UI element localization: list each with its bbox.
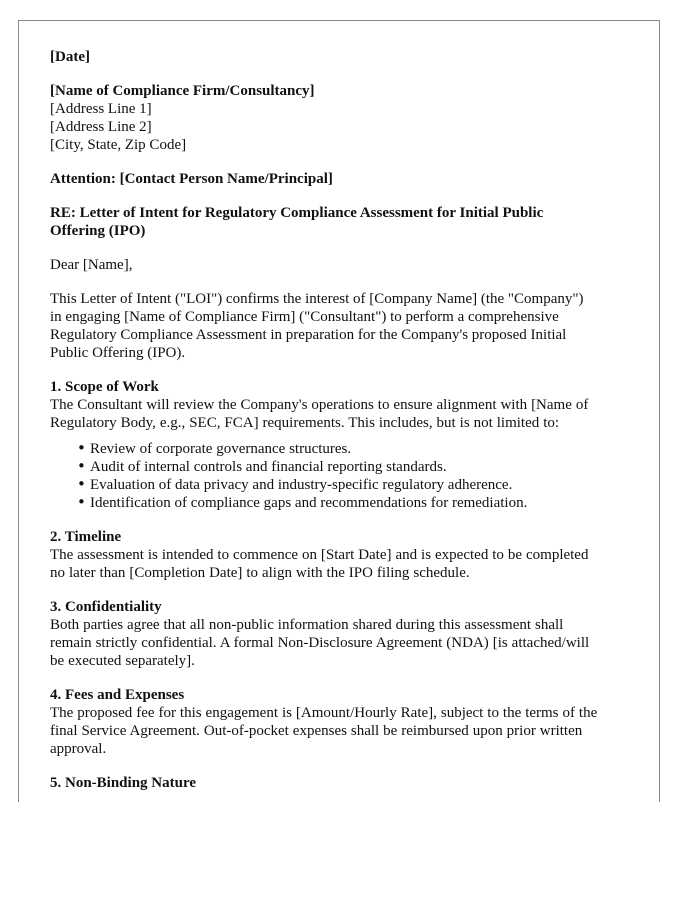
spacer (50, 240, 640, 256)
list-item: • Evaluation of data privacy and industry-specific regulatory adherence. (90, 476, 640, 494)
section-line: Both parties agree that all non-public information shared during this assessment shall (50, 617, 564, 633)
section-line: be executed separately]. (50, 653, 195, 669)
address-line-2: [Address Line 2] (50, 119, 152, 135)
list-item: • Review of corporate governance structures. (90, 440, 640, 458)
spacer (50, 154, 640, 170)
intro-line-4: Public Offering (IPO). (50, 345, 186, 361)
section-scope (50, 378, 640, 512)
letter-page (18, 20, 660, 802)
section-fees (50, 686, 640, 758)
scope-bullet-list (50, 440, 640, 512)
section-title: 4. Fees and Expenses (50, 687, 185, 703)
salutation: Dear [Name], (50, 257, 133, 273)
spacer (50, 582, 640, 598)
spacer (50, 670, 640, 686)
intro-line-2: in engaging [Name of Compliance Firm] ("Consultant") to perform a comprehensive (50, 309, 559, 325)
spacer (50, 274, 640, 290)
intro-line-1: This Letter of Intent ("LOI") confirms the interest of [Company Name] (the "Company") (50, 291, 584, 307)
re-line-1: RE: Letter of Intent for Regulatory Compliance Assessment for Initial Public (50, 205, 544, 221)
section-non-binding (50, 774, 640, 792)
section-line: The proposed fee for this engagement is [Amount/Hourly Rate], subject to the terms of the (50, 705, 598, 721)
recipient-name: [Name of Compliance Firm/Consultancy] (50, 83, 315, 99)
section-line: remain strictly confidential. A formal Non-Disclosure Agreement (NDA) [is attached/will (50, 635, 590, 651)
attention-line: Attention: [Contact Person Name/Principal] (50, 171, 333, 187)
city-state-zip: [City, State, Zip Code] (50, 137, 187, 153)
section-confidentiality (50, 598, 640, 670)
letter-content (50, 48, 640, 792)
section-line: approval. (50, 741, 107, 757)
address-line-1: [Address Line 1] (50, 101, 152, 117)
spacer (50, 362, 640, 378)
section-line: Regulatory Body, e.g., SEC, FCA] requirements. This includes, but is not limited to: (50, 415, 560, 431)
section-line: The Consultant will review the Company's operations to ensure alignment with [Name of (50, 397, 589, 413)
section-title: 2. Timeline (50, 529, 122, 545)
spacer (50, 188, 640, 204)
section-title: 1. Scope of Work (50, 379, 159, 395)
section-title: 3. Confidentiality (50, 599, 162, 615)
list-item: • Identification of compliance gaps and recommendations for remediation. (90, 494, 640, 512)
section-timeline (50, 528, 640, 582)
section-line: The assessment is intended to commence on [Start Date] and is expected to be completed (50, 547, 589, 563)
section-line: no later than [Completion Date] to align with the IPO filing schedule. (50, 565, 470, 581)
intro-line-3: Regulatory Compliance Assessment in preparation for the Company's proposed Initial (50, 327, 567, 343)
intro-paragraph (50, 290, 640, 362)
section-title: 5. Non-Binding Nature (50, 775, 197, 791)
date-line: [Date] (50, 49, 90, 65)
spacer (50, 758, 640, 774)
spacer (50, 512, 640, 528)
list-item: • Audit of internal controls and financial reporting standards. (90, 458, 640, 476)
section-line: final Service Agreement. Out-of-pocket expenses shall be reimbursed upon prior written (50, 723, 583, 739)
spacer (50, 66, 640, 82)
re-line-2: Offering (IPO) (50, 223, 146, 239)
